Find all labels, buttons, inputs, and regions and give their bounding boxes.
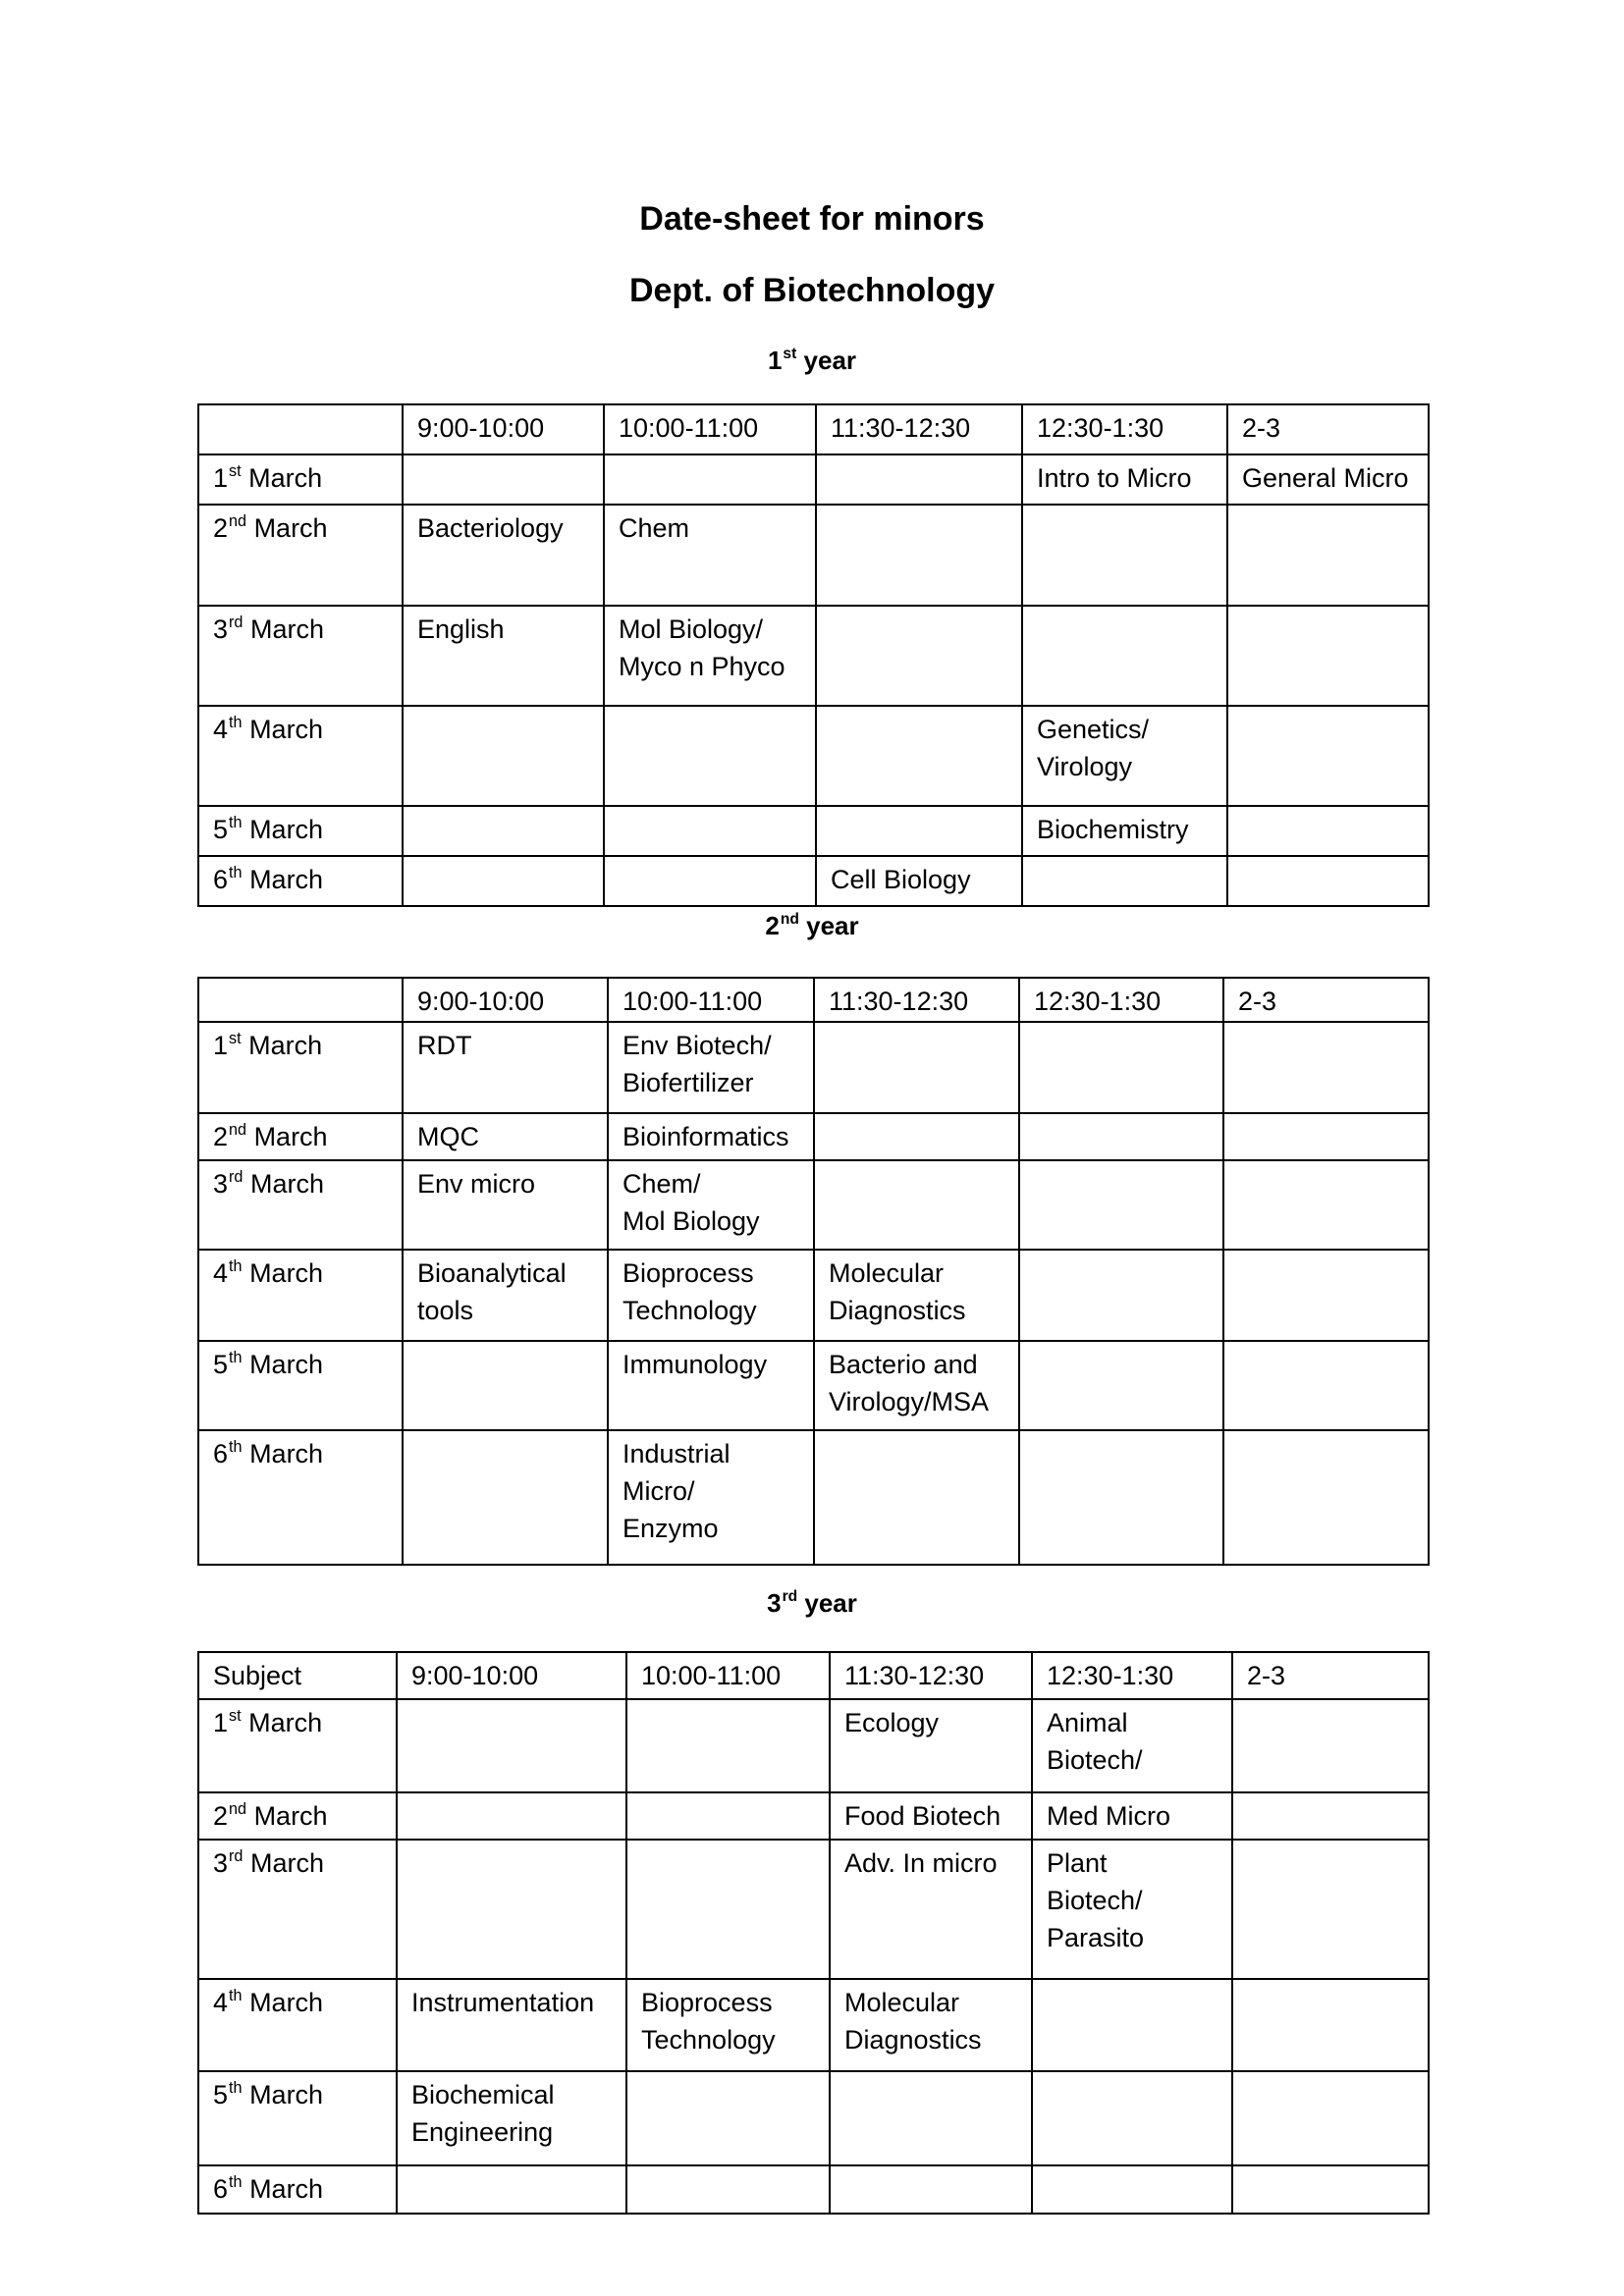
- date-cell: [198, 2165, 397, 2214]
- date-month: March: [249, 815, 324, 844]
- subject-cell: [1022, 856, 1227, 906]
- subject-cell: [816, 606, 1022, 706]
- subject-cell: Genetics/ Virology: [1022, 706, 1227, 806]
- time-slot-header: 9:00-10:00: [403, 404, 604, 454]
- date-month: March: [249, 715, 324, 744]
- header-row: [198, 978, 1429, 1022]
- date-ordinal: rd: [229, 1846, 244, 1865]
- date-ordinal: th: [229, 2078, 243, 2097]
- date-month: March: [248, 463, 323, 493]
- date-ordinal: st: [229, 461, 242, 480]
- date-day: 5: [213, 815, 229, 844]
- date-ordinal: st: [229, 1706, 242, 1725]
- date-cell: [198, 1430, 403, 1565]
- date-month: March: [249, 1848, 324, 1878]
- date-day: 6: [213, 865, 229, 894]
- subject-cell: [816, 505, 1022, 606]
- date-ordinal: th: [229, 1986, 243, 2004]
- table-row: [198, 2071, 1429, 2165]
- subject-cell: General Micro: [1227, 454, 1429, 505]
- subject-cell: [1227, 806, 1429, 856]
- year-ordinal: rd: [782, 1588, 798, 1606]
- subject-cell: English: [403, 606, 604, 706]
- subject-cell: [1223, 1341, 1429, 1430]
- subject-cell: [604, 856, 816, 906]
- subject-cell: [626, 2165, 830, 2214]
- subject-cell: [397, 1792, 626, 1840]
- header-row: [198, 404, 1429, 454]
- subject-cell: [403, 1430, 608, 1565]
- subject-cell: Med Micro: [1032, 1792, 1232, 1840]
- date-cell: [198, 606, 403, 706]
- date-day: 1: [213, 463, 229, 493]
- corner-header-cell: [198, 404, 403, 454]
- subject-cell: [814, 1022, 1019, 1113]
- date-month: March: [249, 1169, 324, 1199]
- date-cell: [198, 1341, 403, 1430]
- table-row: [198, 856, 1429, 906]
- corner-header-cell: [198, 978, 403, 1022]
- subject-cell: [814, 1160, 1019, 1250]
- date-day: 2: [213, 1122, 229, 1151]
- subject-cell: Mol Biology/ Myco n Phyco: [604, 606, 816, 706]
- date-ordinal: st: [229, 1029, 242, 1047]
- table-row: [198, 1840, 1429, 1979]
- date-cell: [198, 806, 403, 856]
- subject-cell: [397, 1840, 626, 1979]
- date-cell: [198, 706, 403, 806]
- date-ordinal: th: [229, 2172, 243, 2191]
- corner-header-cell: Subject: [198, 1652, 397, 1699]
- subject-cell: Bioprocess Technology: [608, 1250, 814, 1341]
- date-day: 2: [213, 513, 229, 543]
- date-month: March: [248, 1708, 323, 1737]
- time-slot-header: 12:30-1:30: [1022, 404, 1227, 454]
- subject-cell: Ecology: [830, 1699, 1032, 1792]
- subject-cell: [403, 706, 604, 806]
- subject-cell: [1032, 2071, 1232, 2165]
- date-day: 3: [213, 1848, 229, 1878]
- time-slot-header: 10:00-11:00: [626, 1652, 830, 1699]
- subject-cell: [1232, 2071, 1429, 2165]
- year-number: 2: [765, 911, 780, 940]
- subject-cell: Bioanalytical tools: [403, 1250, 608, 1341]
- date-day: 3: [213, 1169, 229, 1199]
- time-slot-header: 11:30-12:30: [814, 978, 1019, 1022]
- time-slot-header: 2-3: [1223, 978, 1429, 1022]
- table-row: [198, 1113, 1429, 1160]
- subject-cell: [814, 1430, 1019, 1565]
- date-month: March: [253, 1122, 328, 1151]
- date-day: 2: [213, 1801, 229, 1831]
- subject-cell: Bioinformatics: [608, 1113, 814, 1160]
- subject-cell: [1032, 1979, 1232, 2071]
- schedule-table-year-3: [197, 1651, 1430, 2215]
- table-row: [198, 1792, 1429, 1840]
- subject-cell: Adv. In micro: [830, 1840, 1032, 1979]
- table-row: [198, 706, 1429, 806]
- subject-cell: [1227, 606, 1429, 706]
- table-row: [198, 1699, 1429, 1792]
- date-month: March: [248, 1031, 323, 1060]
- time-slot-header: 12:30-1:30: [1032, 1652, 1232, 1699]
- date-ordinal: th: [229, 1256, 243, 1275]
- subject-cell: [403, 1341, 608, 1430]
- date-day: 3: [213, 614, 229, 644]
- subject-cell: Instrumentation: [397, 1979, 626, 2071]
- date-month: March: [249, 1988, 324, 2017]
- header-row: [198, 1652, 1429, 1699]
- date-cell: [198, 1699, 397, 1792]
- date-cell: [198, 454, 403, 505]
- date-ordinal: rd: [229, 1167, 244, 1186]
- date-ordinal: th: [229, 863, 243, 881]
- subject-cell: [1019, 1430, 1223, 1565]
- table-row: [198, 1430, 1429, 1565]
- date-day: 1: [213, 1708, 229, 1737]
- date-day: 5: [213, 2080, 229, 2109]
- date-ordinal: th: [229, 813, 243, 831]
- subject-cell: Env micro: [403, 1160, 608, 1250]
- date-cell: [198, 2071, 397, 2165]
- subject-cell: Chem: [604, 505, 816, 606]
- date-month: March: [249, 1350, 324, 1379]
- year-heading-3: [0, 1588, 1624, 1619]
- subject-cell: Immunology: [608, 1341, 814, 1430]
- date-ordinal: th: [229, 713, 243, 731]
- date-month: March: [249, 1439, 324, 1468]
- date-day: 5: [213, 1350, 229, 1379]
- subject-cell: [1022, 606, 1227, 706]
- year-word: year: [806, 911, 859, 940]
- date-ordinal: nd: [229, 511, 247, 530]
- subject-cell: [1232, 1840, 1429, 1979]
- subject-cell: [830, 2071, 1032, 2165]
- table-row: [198, 806, 1429, 856]
- time-slot-header: 2-3: [1227, 404, 1429, 454]
- table-row: [198, 1250, 1429, 1341]
- subject-cell: [403, 856, 604, 906]
- year-word: year: [803, 346, 857, 375]
- time-slot-header: 10:00-11:00: [608, 978, 814, 1022]
- year-word: year: [804, 1588, 857, 1618]
- subject-cell: [1022, 505, 1227, 606]
- subject-cell: Env Biotech/ Biofertilizer: [608, 1022, 814, 1113]
- subject-cell: [1032, 2165, 1232, 2214]
- date-cell: [198, 505, 403, 606]
- year-heading-1: [0, 346, 1624, 376]
- table-row: [198, 1979, 1429, 2071]
- date-month: March: [249, 614, 324, 644]
- subject-cell: [626, 1840, 830, 1979]
- document-title: Date-sheet for minors: [639, 200, 985, 238]
- date-cell: [198, 1022, 403, 1113]
- date-ordinal: th: [229, 1348, 243, 1366]
- date-cell: [198, 856, 403, 906]
- date-month: March: [249, 2174, 324, 2204]
- subject-cell: [816, 806, 1022, 856]
- subject-cell: [1232, 1792, 1429, 1840]
- schedule-table-year-2: [197, 977, 1430, 1566]
- year-heading-2: [0, 911, 1624, 941]
- subject-cell: Molecular Diagnostics: [830, 1979, 1032, 2071]
- date-month: March: [249, 1258, 324, 1288]
- subject-cell: [604, 454, 816, 505]
- date-day: 6: [213, 2174, 229, 2204]
- date-cell: [198, 1113, 403, 1160]
- date-cell: [198, 1979, 397, 2071]
- year-number: 3: [767, 1588, 782, 1618]
- subject-cell: [816, 454, 1022, 505]
- year-ordinal: nd: [780, 911, 799, 929]
- subject-cell: [1223, 1160, 1429, 1250]
- subject-cell: [403, 806, 604, 856]
- subject-cell: Bacterio and Virology/MSA: [814, 1341, 1019, 1430]
- subject-cell: [1019, 1250, 1223, 1341]
- date-month: March: [253, 513, 328, 543]
- table-row: [198, 606, 1429, 706]
- subject-cell: Plant Biotech/ Parasito: [1032, 1840, 1232, 1979]
- date-month: March: [249, 865, 324, 894]
- subject-cell: Food Biotech: [830, 1792, 1032, 1840]
- subject-cell: [604, 806, 816, 856]
- schedule-table-year-1: [197, 403, 1430, 907]
- time-slot-header: 2-3: [1232, 1652, 1429, 1699]
- subject-cell: [604, 706, 816, 806]
- subject-cell: Biochemical Engineering: [397, 2071, 626, 2165]
- subject-cell: Intro to Micro: [1022, 454, 1227, 505]
- subject-cell: [1019, 1341, 1223, 1430]
- subject-cell: Bacteriology: [403, 505, 604, 606]
- subject-cell: Animal Biotech/: [1032, 1699, 1232, 1792]
- department-title: Dept. of Biotechnology: [628, 272, 996, 309]
- date-cell: [198, 1792, 397, 1840]
- subject-cell: [1232, 1699, 1429, 1792]
- date-day: 4: [213, 715, 229, 744]
- table-row: [198, 454, 1429, 505]
- subject-cell: [1223, 1022, 1429, 1113]
- subject-cell: [403, 454, 604, 505]
- date-day: 6: [213, 1439, 229, 1468]
- date-month: March: [249, 2080, 324, 2109]
- date-ordinal: nd: [229, 1799, 247, 1818]
- subject-cell: [626, 1792, 830, 1840]
- subject-cell: [816, 706, 1022, 806]
- subject-cell: [626, 1699, 830, 1792]
- subject-cell: [626, 2071, 830, 2165]
- subject-cell: Chem/ Mol Biology: [608, 1160, 814, 1250]
- date-cell: [198, 1250, 403, 1341]
- time-slot-header: 9:00-10:00: [403, 978, 608, 1022]
- subject-cell: Biochemistry: [1022, 806, 1227, 856]
- table-row: [198, 1160, 1429, 1250]
- date-day: 4: [213, 1258, 229, 1288]
- date-day: 4: [213, 1988, 229, 2017]
- subject-cell: Cell Biology: [816, 856, 1022, 906]
- subject-cell: [397, 1699, 626, 1792]
- subject-cell: [397, 2165, 626, 2214]
- year-ordinal: st: [783, 346, 797, 363]
- table-row: [198, 2165, 1429, 2214]
- subject-cell: [1223, 1113, 1429, 1160]
- subject-cell: [1019, 1160, 1223, 1250]
- date-day: 1: [213, 1031, 229, 1060]
- subject-cell: [830, 2165, 1032, 2214]
- subject-cell: [1019, 1022, 1223, 1113]
- date-cell: [198, 1840, 397, 1979]
- date-ordinal: nd: [229, 1120, 247, 1139]
- time-slot-header: 9:00-10:00: [397, 1652, 626, 1699]
- subject-cell: [1019, 1113, 1223, 1160]
- date-cell: [198, 1160, 403, 1250]
- subject-cell: [1227, 706, 1429, 806]
- subject-cell: [814, 1113, 1019, 1160]
- subject-cell: [1232, 2165, 1429, 2214]
- date-month: March: [253, 1801, 328, 1831]
- date-ordinal: th: [229, 1437, 243, 1456]
- time-slot-header: 12:30-1:30: [1019, 978, 1223, 1022]
- table-row: [198, 505, 1429, 606]
- subject-cell: [1223, 1430, 1429, 1565]
- table-row: [198, 1341, 1429, 1430]
- subject-cell: Industrial Micro/ Enzymo: [608, 1430, 814, 1565]
- year-number: 1: [767, 346, 783, 375]
- subject-cell: [1227, 856, 1429, 906]
- subject-cell: [1227, 505, 1429, 606]
- subject-cell: RDT: [403, 1022, 608, 1113]
- subject-cell: [1223, 1250, 1429, 1341]
- time-slot-header: 10:00-11:00: [604, 404, 816, 454]
- table-row: [198, 1022, 1429, 1113]
- subject-cell: MQC: [403, 1113, 608, 1160]
- date-ordinal: rd: [229, 613, 244, 631]
- subject-cell: Bioprocess Technology: [626, 1979, 830, 2071]
- time-slot-header: 11:30-12:30: [816, 404, 1022, 454]
- subject-cell: Molecular Diagnostics: [814, 1250, 1019, 1341]
- time-slot-header: 11:30-12:30: [830, 1652, 1032, 1699]
- subject-cell: [1232, 1979, 1429, 2071]
